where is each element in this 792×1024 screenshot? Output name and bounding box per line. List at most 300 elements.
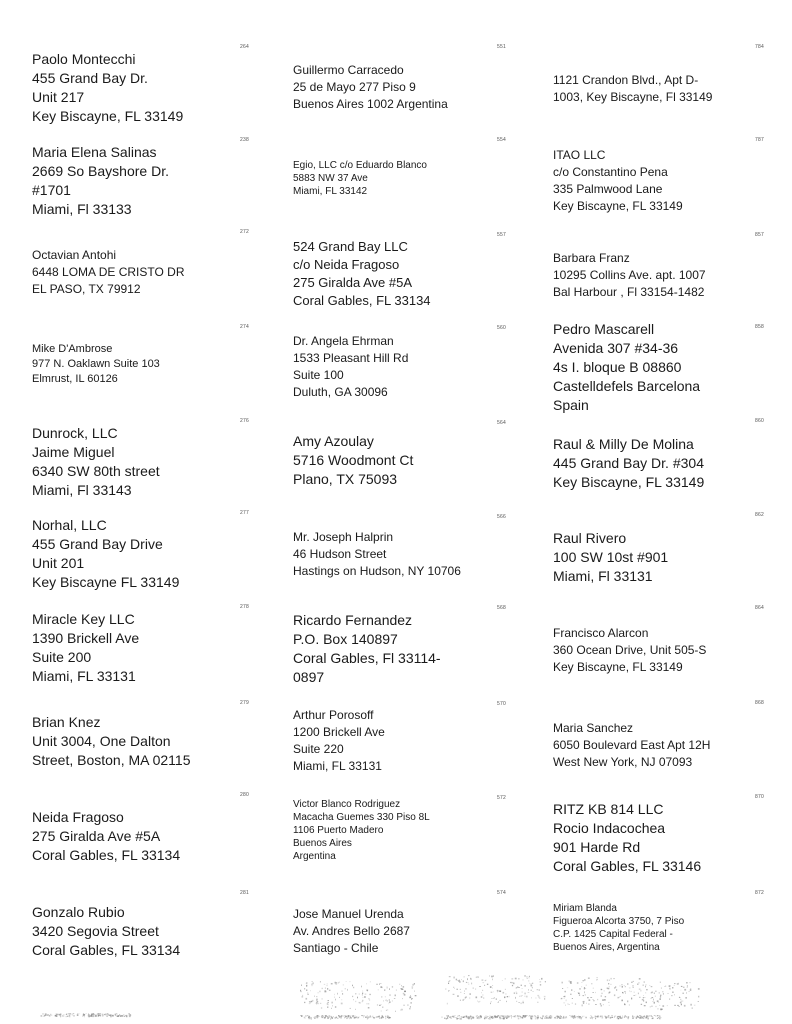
noise-speck bbox=[362, 991, 363, 992]
noise-speck bbox=[591, 983, 592, 984]
noise-speck bbox=[341, 1003, 343, 1005]
noise-speck bbox=[608, 988, 610, 989]
noise-speck bbox=[335, 1006, 336, 1007]
address-block bbox=[553, 720, 710, 771]
noise-speck bbox=[658, 1017, 659, 1018]
noise-speck bbox=[62, 1015, 64, 1016]
noise-speck bbox=[389, 994, 390, 996]
noise-speck bbox=[537, 995, 539, 996]
label-number: 574 bbox=[497, 890, 506, 896]
noise-speck bbox=[349, 1017, 350, 1019]
noise-speck bbox=[682, 1001, 684, 1002]
noise-speck bbox=[98, 1015, 99, 1016]
noise-speck bbox=[107, 1013, 109, 1014]
noise-speck bbox=[538, 996, 539, 997]
noise-speck bbox=[641, 1004, 642, 1005]
noise-speck bbox=[129, 1013, 130, 1014]
noise-speck bbox=[395, 1011, 396, 1012]
noise-speck bbox=[321, 1008, 322, 1009]
address-line: Brian Knez bbox=[32, 714, 101, 730]
noise-speck bbox=[524, 1017, 525, 1018]
noise-speck bbox=[539, 1017, 540, 1018]
noise-speck bbox=[383, 1000, 384, 1001]
noise-speck bbox=[402, 998, 403, 999]
noise-speck bbox=[341, 991, 342, 992]
label-number: 857 bbox=[755, 232, 764, 238]
noise-speck bbox=[108, 1014, 109, 1016]
noise-speck bbox=[542, 1015, 543, 1017]
noise-speck bbox=[387, 1000, 388, 1001]
noise-speck bbox=[690, 1004, 691, 1006]
noise-speck bbox=[337, 1018, 338, 1019]
noise-speck bbox=[124, 1016, 126, 1017]
noise-speck bbox=[512, 982, 513, 984]
noise-speck bbox=[651, 1006, 652, 1007]
noise-speck bbox=[659, 998, 661, 1000]
noise-speck bbox=[499, 991, 501, 993]
noise-speck bbox=[680, 999, 681, 1000]
noise-speck bbox=[537, 1015, 538, 1016]
noise-speck bbox=[622, 986, 623, 988]
address-line: Dunrock, LLC bbox=[32, 425, 118, 441]
noise-speck bbox=[320, 1003, 321, 1004]
label-number: 870 bbox=[755, 794, 764, 800]
address-line: 6448 LOMA DE CRISTO DR bbox=[32, 265, 185, 279]
noise-speck bbox=[110, 1016, 111, 1017]
noise-speck bbox=[468, 984, 469, 985]
noise-speck bbox=[621, 984, 623, 985]
noise-speck bbox=[611, 1015, 613, 1016]
noise-speck bbox=[624, 991, 625, 992]
noise-speck bbox=[458, 1016, 459, 1017]
noise-speck bbox=[126, 1016, 127, 1018]
noise-speck bbox=[313, 1017, 314, 1018]
noise-speck bbox=[524, 993, 526, 995]
noise-speck bbox=[528, 992, 530, 993]
address-line: Francisco Alarcon bbox=[553, 626, 649, 640]
address-block bbox=[293, 798, 430, 863]
noise-speck bbox=[372, 1016, 373, 1017]
address-line: 335 Palmwood Lane bbox=[553, 182, 663, 196]
noise-speck bbox=[601, 993, 602, 994]
noise-speck bbox=[507, 996, 508, 997]
noise-speck bbox=[651, 986, 653, 987]
address-block bbox=[293, 529, 461, 580]
noise-speck bbox=[306, 998, 308, 1000]
noise-speck bbox=[692, 1007, 693, 1009]
label-number: 554 bbox=[497, 137, 506, 143]
noise-speck bbox=[674, 1005, 675, 1006]
noise-speck bbox=[678, 1006, 680, 1007]
noise-speck bbox=[537, 1018, 539, 1020]
noise-speck bbox=[324, 984, 325, 985]
noise-speck bbox=[526, 977, 528, 978]
noise-speck bbox=[454, 987, 455, 988]
noise-speck bbox=[69, 1016, 70, 1018]
noise-speck bbox=[444, 1018, 445, 1020]
address-line: Coral Gables, FL 33146 bbox=[553, 858, 702, 874]
label-number: 238 bbox=[240, 137, 249, 143]
noise-speck bbox=[334, 994, 335, 995]
address-block bbox=[32, 50, 183, 126]
noise-speck bbox=[639, 978, 641, 980]
noise-speck bbox=[389, 999, 390, 1001]
noise-speck bbox=[671, 995, 673, 996]
noise-speck bbox=[325, 991, 327, 993]
noise-speck bbox=[602, 999, 603, 1001]
noise-speck bbox=[478, 976, 479, 978]
address-line: c/o Constantino Pena bbox=[553, 165, 668, 179]
noise-speck bbox=[352, 985, 353, 987]
noise-speck bbox=[517, 1015, 519, 1016]
noise-speck bbox=[467, 978, 468, 980]
noise-speck bbox=[584, 991, 585, 993]
noise-speck bbox=[478, 1001, 479, 1003]
noise-speck bbox=[518, 978, 520, 980]
noise-speck bbox=[481, 996, 483, 997]
noise-speck bbox=[365, 1016, 366, 1017]
noise-speck bbox=[341, 1015, 343, 1017]
noise-speck bbox=[361, 986, 362, 988]
address-line: Coral Gables, FL 33134 bbox=[32, 942, 181, 958]
noise-speck bbox=[497, 990, 499, 991]
noise-speck bbox=[118, 1015, 119, 1017]
noise-speck bbox=[459, 1015, 460, 1016]
noise-speck bbox=[392, 1000, 393, 1001]
noise-speck bbox=[528, 980, 529, 982]
noise-speck bbox=[476, 997, 478, 999]
noise-speck bbox=[468, 975, 469, 976]
noise-speck bbox=[541, 978, 542, 980]
address-line: 25 de Mayo 277 Piso 9 bbox=[293, 80, 416, 94]
noise-speck bbox=[690, 989, 692, 990]
noise-speck bbox=[511, 1018, 512, 1019]
noise-speck bbox=[518, 987, 520, 988]
noise-speck bbox=[363, 1015, 364, 1016]
noise-speck bbox=[568, 1004, 569, 1005]
address-line: 1200 Brickell Ave bbox=[293, 725, 385, 739]
noise-speck bbox=[358, 1017, 359, 1018]
noise-speck bbox=[492, 979, 493, 981]
noise-speck bbox=[385, 1018, 386, 1019]
noise-speck bbox=[335, 983, 337, 984]
noise-speck bbox=[549, 1017, 551, 1018]
noise-speck bbox=[502, 1016, 503, 1017]
noise-speck bbox=[604, 999, 606, 1001]
address-line: 4s I. bloque B 08860 bbox=[553, 359, 682, 375]
address-line: 1390 Brickell Ave bbox=[32, 630, 140, 646]
address-line: 2669 So Bayshore Dr. bbox=[32, 163, 169, 179]
label-number: 566 bbox=[497, 514, 506, 520]
noise-speck bbox=[638, 993, 639, 995]
noise-speck bbox=[670, 985, 671, 987]
noise-speck bbox=[566, 1018, 567, 1019]
noise-speck bbox=[97, 1013, 98, 1015]
address-line: Mike D'Ambrose bbox=[32, 343, 113, 355]
noise-speck bbox=[529, 977, 530, 978]
noise-speck bbox=[631, 991, 632, 992]
label-number: 274 bbox=[240, 324, 249, 330]
noise-speck bbox=[489, 1017, 490, 1018]
noise-speck bbox=[628, 1016, 629, 1018]
noise-speck bbox=[511, 978, 513, 980]
noise-speck bbox=[448, 991, 449, 992]
address-line: ITAO LLC bbox=[553, 148, 606, 162]
noise-speck bbox=[447, 1003, 448, 1005]
noise-speck bbox=[539, 998, 541, 999]
noise-speck bbox=[499, 1016, 500, 1018]
noise-speck bbox=[537, 989, 539, 990]
address-line: Coral Gables, FL 33134 bbox=[293, 293, 431, 308]
address-block bbox=[293, 333, 408, 401]
noise-speck bbox=[580, 988, 581, 990]
noise-speck bbox=[123, 1015, 124, 1016]
address-line: Miriam Blanda bbox=[553, 903, 617, 914]
noise-speck bbox=[86, 1013, 87, 1014]
noise-speck bbox=[387, 1017, 388, 1018]
noise-speck bbox=[104, 1014, 105, 1015]
noise-speck bbox=[311, 1017, 312, 1018]
noise-speck bbox=[657, 1009, 659, 1010]
address-line: Miami, Fl 33131 bbox=[553, 568, 653, 584]
address-line: Coral Gables, FL 33134 bbox=[32, 847, 181, 863]
noise-speck bbox=[580, 1016, 581, 1018]
noise-speck bbox=[686, 992, 687, 993]
noise-speck bbox=[460, 989, 461, 990]
noise-speck bbox=[459, 980, 460, 981]
noise-speck bbox=[687, 987, 688, 988]
noise-speck bbox=[50, 1014, 51, 1015]
noise-speck bbox=[477, 1015, 478, 1016]
noise-speck bbox=[317, 1015, 318, 1017]
noise-speck bbox=[590, 1015, 591, 1016]
address-line: 46 Hudson Street bbox=[293, 547, 387, 561]
noise-speck bbox=[364, 996, 366, 997]
noise-speck bbox=[353, 987, 354, 988]
address-line: Maria Elena Salinas bbox=[32, 144, 157, 160]
noise-speck bbox=[525, 996, 526, 997]
noise-speck bbox=[681, 1004, 682, 1006]
noise-speck bbox=[403, 986, 405, 987]
noise-speck bbox=[480, 1001, 481, 1002]
noise-speck bbox=[683, 987, 685, 988]
noise-speck bbox=[307, 992, 308, 993]
label-number: 551 bbox=[497, 44, 506, 50]
noise-speck bbox=[619, 1017, 620, 1018]
noise-speck bbox=[512, 982, 513, 983]
noise-speck bbox=[698, 996, 699, 998]
noise-speck bbox=[359, 1002, 360, 1003]
noise-speck bbox=[531, 990, 532, 991]
noise-speck bbox=[651, 1016, 653, 1017]
label-number: 276 bbox=[240, 418, 249, 424]
noise-speck bbox=[463, 980, 464, 982]
noise-speck bbox=[473, 988, 474, 989]
noise-speck bbox=[331, 1018, 332, 1019]
noise-speck bbox=[655, 1016, 656, 1017]
noise-speck bbox=[535, 1018, 536, 1020]
noise-speck bbox=[369, 999, 370, 1000]
noise-speck bbox=[356, 1016, 357, 1017]
noise-speck bbox=[410, 1006, 411, 1008]
noise-speck bbox=[362, 1015, 363, 1016]
address-block bbox=[553, 435, 704, 492]
noise-speck bbox=[602, 1017, 604, 1019]
noise-speck bbox=[363, 997, 364, 998]
noise-speck bbox=[449, 980, 451, 981]
noise-speck bbox=[597, 979, 598, 980]
noise-speck bbox=[389, 989, 390, 990]
noise-speck bbox=[363, 1017, 364, 1018]
noise-speck bbox=[488, 1018, 489, 1019]
noise-speck bbox=[338, 983, 339, 984]
noise-speck bbox=[119, 1014, 120, 1016]
noise-speck bbox=[345, 989, 346, 990]
noise-speck bbox=[41, 1015, 43, 1016]
noise-speck bbox=[93, 1014, 94, 1016]
noise-speck bbox=[337, 993, 338, 995]
noise-speck bbox=[469, 998, 470, 999]
address-line: Suite 100 bbox=[293, 368, 344, 382]
noise-speck bbox=[530, 1016, 532, 1018]
noise-speck bbox=[522, 995, 523, 996]
noise-speck bbox=[346, 1016, 348, 1017]
noise-speck bbox=[681, 1001, 682, 1003]
label-number: 272 bbox=[240, 229, 249, 235]
address-line: 5883 NW 37 Ave bbox=[293, 173, 368, 184]
address-line: Victor Blanco Rodriguez bbox=[293, 799, 401, 810]
noise-speck bbox=[79, 1014, 80, 1015]
noise-speck bbox=[569, 1004, 571, 1005]
noise-speck bbox=[388, 1017, 389, 1018]
noise-speck bbox=[539, 989, 540, 991]
address-line: Spain bbox=[553, 397, 589, 413]
noise-speck bbox=[625, 993, 626, 994]
noise-speck bbox=[638, 1017, 640, 1018]
noise-speck bbox=[633, 981, 634, 982]
noise-speck bbox=[507, 1016, 509, 1017]
noise-speck bbox=[466, 982, 467, 983]
noise-speck bbox=[362, 993, 363, 994]
noise-speck bbox=[655, 991, 657, 992]
noise-speck bbox=[632, 1017, 633, 1019]
address-block bbox=[553, 625, 706, 676]
noise-speck bbox=[129, 1015, 130, 1016]
noise-speck bbox=[461, 979, 462, 980]
address-line: Coral Gables, Fl 33114- bbox=[293, 650, 441, 666]
noise-speck bbox=[554, 1017, 555, 1018]
noise-speck bbox=[646, 989, 648, 990]
address-line: Key Biscayne, FL 33149 bbox=[553, 474, 705, 490]
noise-speck bbox=[583, 1001, 585, 1002]
noise-speck bbox=[655, 1006, 656, 1007]
noise-speck bbox=[637, 1016, 638, 1017]
noise-speck bbox=[327, 1006, 328, 1008]
noise-speck bbox=[503, 992, 505, 994]
address-line: Octavian Antohi bbox=[32, 248, 117, 262]
noise-speck bbox=[98, 1013, 100, 1015]
noise-speck bbox=[545, 981, 546, 982]
address-line: Suite 220 bbox=[293, 742, 344, 756]
address-line: 455 Grand Bay Drive bbox=[32, 536, 163, 552]
address-line: Buenos Aires 1002 Argentina bbox=[293, 97, 448, 111]
noise-speck bbox=[506, 994, 507, 995]
noise-speck bbox=[366, 1004, 367, 1005]
noise-speck bbox=[575, 1004, 576, 1005]
noise-speck bbox=[47, 1015, 48, 1016]
noise-speck bbox=[515, 997, 516, 999]
label-number: 872 bbox=[755, 890, 764, 896]
noise-speck bbox=[491, 998, 493, 999]
noise-speck bbox=[67, 1013, 68, 1014]
noise-speck bbox=[472, 1018, 473, 1019]
noise-speck bbox=[607, 979, 608, 981]
noise-speck bbox=[593, 1017, 594, 1018]
address-block bbox=[32, 424, 160, 500]
noise-speck bbox=[346, 981, 347, 982]
noise-speck bbox=[650, 1006, 651, 1007]
noise-speck bbox=[328, 1004, 329, 1005]
noise-speck bbox=[600, 1003, 601, 1004]
noise-speck bbox=[310, 990, 311, 991]
noise-speck bbox=[586, 985, 587, 986]
noise-speck bbox=[583, 1003, 584, 1004]
noise-speck bbox=[461, 1017, 462, 1018]
noise-speck bbox=[645, 986, 646, 988]
noise-speck bbox=[585, 988, 586, 989]
noise-speck bbox=[43, 1016, 44, 1018]
label-number: 560 bbox=[497, 325, 506, 331]
address-line: Miracle Key LLC bbox=[32, 611, 135, 627]
address-line: 524 Grand Bay LLC bbox=[293, 239, 408, 254]
label-number: 784 bbox=[755, 44, 764, 50]
noise-speck bbox=[302, 995, 303, 996]
noise-speck bbox=[521, 985, 522, 986]
noise-speck bbox=[643, 997, 644, 998]
noise-speck bbox=[583, 995, 584, 996]
noise-speck bbox=[674, 994, 675, 995]
noise-speck bbox=[505, 989, 506, 990]
noise-speck bbox=[582, 980, 584, 981]
noise-speck bbox=[494, 997, 495, 998]
label-number: 279 bbox=[240, 700, 249, 706]
noise-speck bbox=[622, 992, 623, 993]
noise-speck bbox=[304, 1002, 305, 1003]
noise-speck bbox=[84, 1014, 85, 1015]
noise-speck bbox=[581, 986, 582, 987]
noise-speck bbox=[368, 1016, 369, 1017]
noise-speck bbox=[331, 983, 333, 984]
noise-speck bbox=[350, 981, 351, 982]
noise-speck bbox=[593, 988, 594, 989]
noise-speck bbox=[370, 1016, 371, 1017]
noise-speck bbox=[339, 997, 340, 998]
address-line: 977 N. Oaklawn Suite 103 bbox=[32, 358, 160, 370]
noise-speck bbox=[522, 988, 523, 989]
noise-speck bbox=[644, 981, 646, 983]
noise-speck bbox=[316, 996, 317, 997]
noise-speck bbox=[368, 1003, 370, 1004]
noise-speck bbox=[485, 980, 486, 981]
noise-speck bbox=[389, 1017, 390, 1018]
noise-speck bbox=[307, 994, 309, 995]
noise-speck bbox=[609, 992, 611, 993]
address-line: Miami, Fl 33143 bbox=[32, 482, 132, 498]
noise-speck bbox=[327, 985, 328, 986]
noise-speck bbox=[674, 983, 676, 984]
address-line: Raul & Milly De Molina bbox=[553, 436, 694, 452]
noise-speck bbox=[544, 1018, 545, 1019]
